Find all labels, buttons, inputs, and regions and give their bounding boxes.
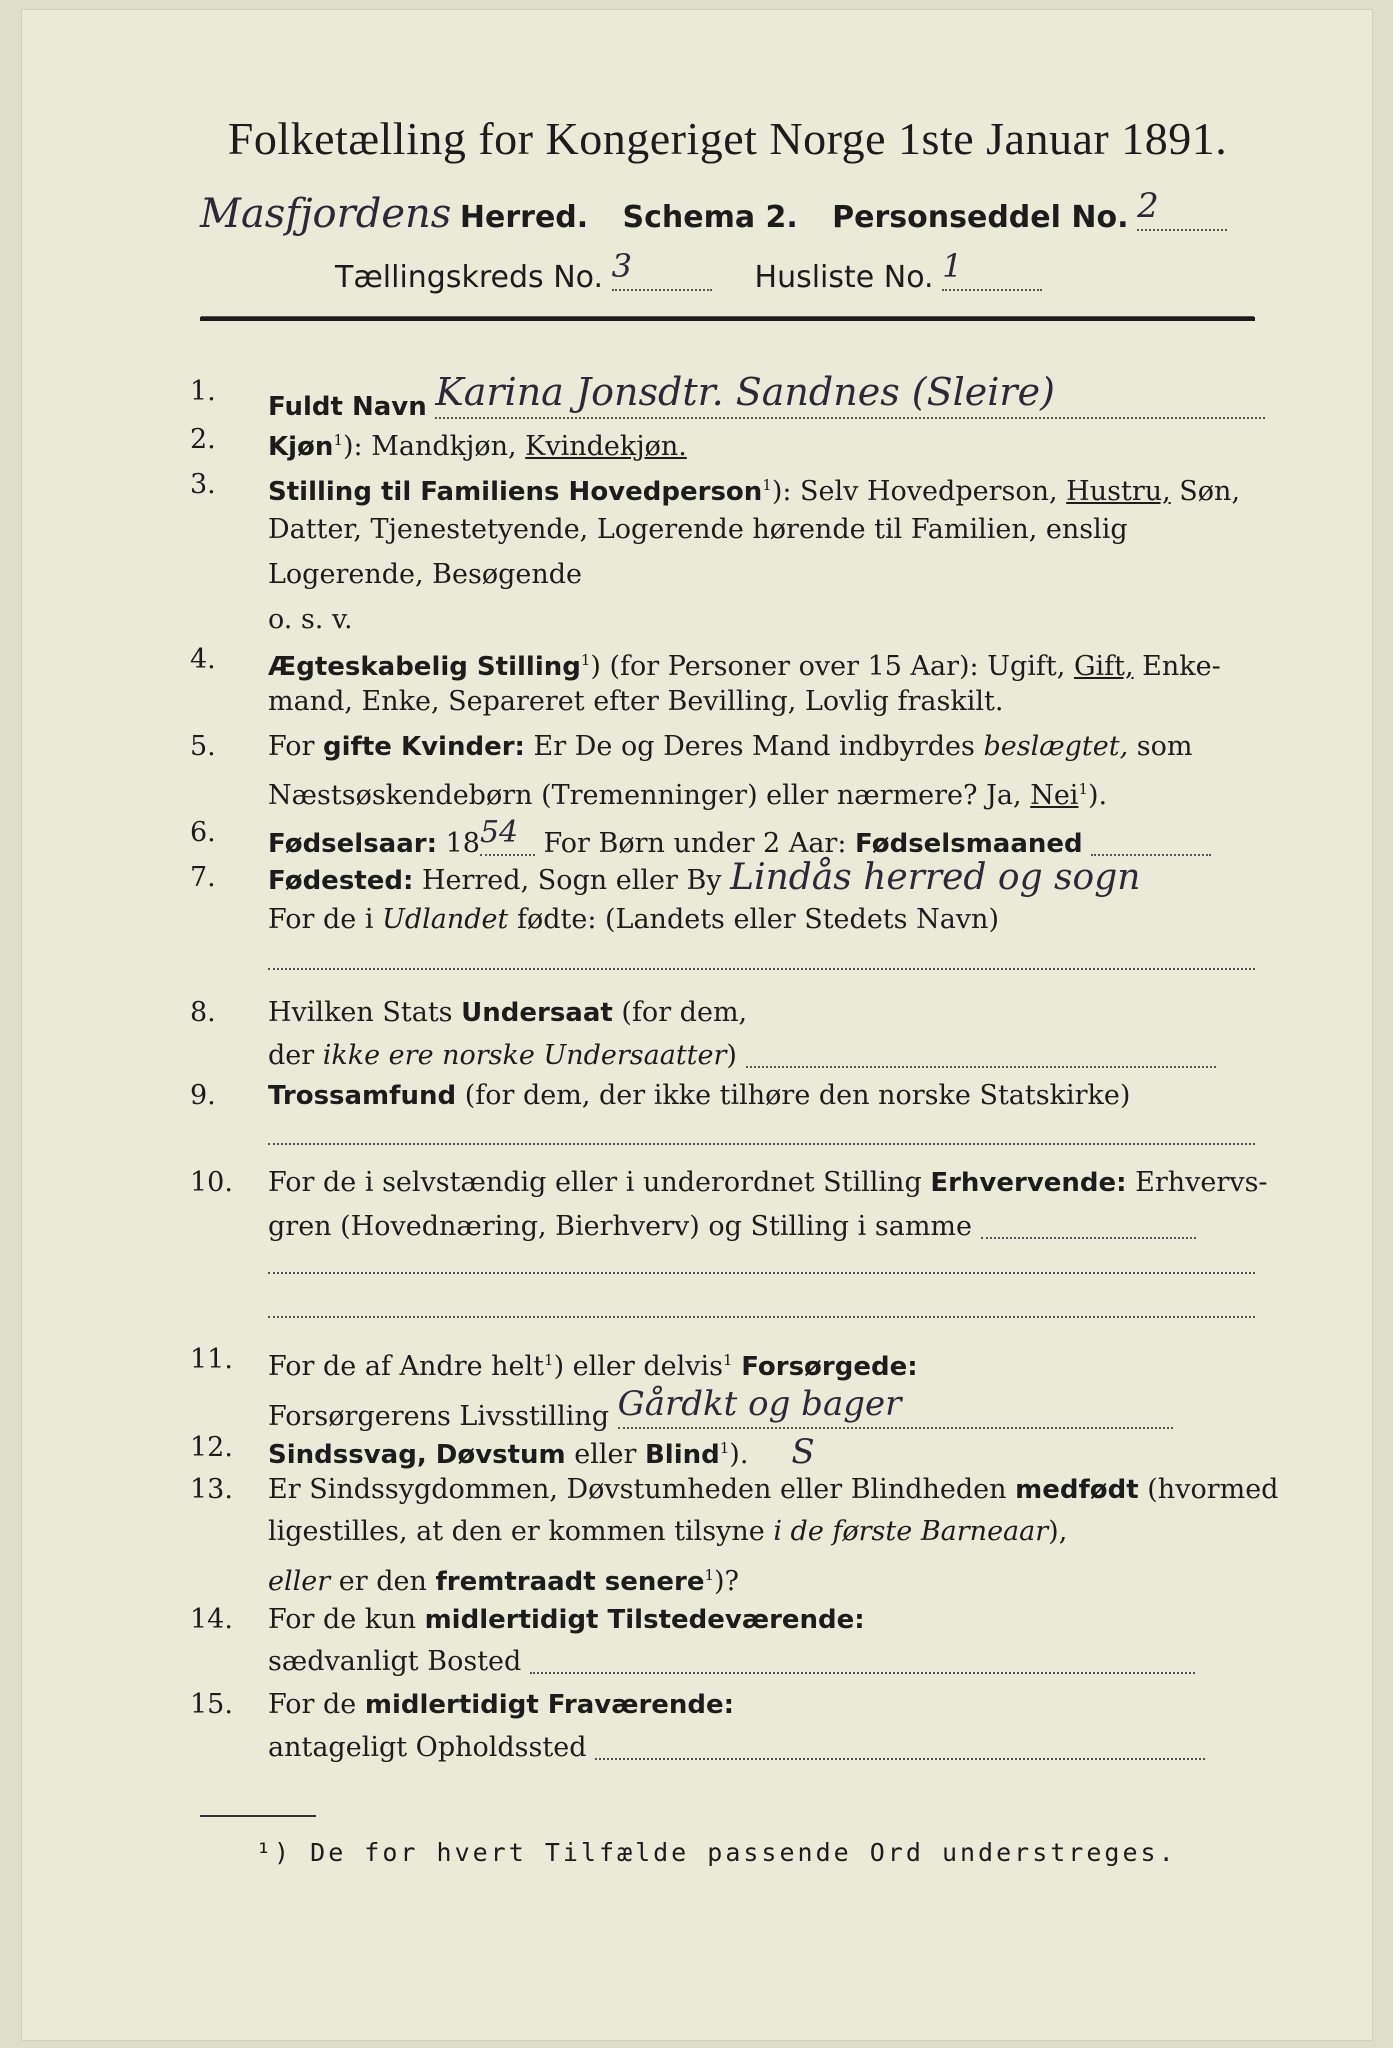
herred-handwritten: Masfjordens <box>200 191 452 237</box>
header-line-kreds <box>335 246 1390 295</box>
item-3-line-4 <box>200 600 1255 640</box>
gifte-line-2: Næstsøskendebørn (Tremenninger) eller nærmere? Ja, <box>268 780 1022 811</box>
item-2 <box>190 420 1255 462</box>
sindssvag-end: ). <box>729 1439 749 1470</box>
footnote-ref: 1 <box>544 1351 554 1369</box>
sindssvag-text: eller <box>574 1439 637 1470</box>
undersaat-end: ) <box>726 1040 737 1071</box>
medfodt-line-3-italic: eller <box>268 1566 331 1597</box>
medfodt-line-3-end: )? <box>714 1566 740 1597</box>
medfodt-label: medfødt <box>1015 1475 1139 1505</box>
gifte-prefix: For <box>268 731 315 762</box>
footnote-ref: 1 <box>333 431 343 449</box>
item-3-line-3 <box>200 555 1255 595</box>
item-3 <box>190 465 1255 507</box>
herred-label: Herred. <box>459 200 589 235</box>
item-number: 4. <box>190 644 216 675</box>
taellingskreds-value: 3 <box>611 247 632 285</box>
footnote-ref: 1 <box>719 1439 730 1457</box>
medfodt-line-2-end: ), <box>1048 1516 1068 1547</box>
footnote-rule <box>200 1815 316 1817</box>
fodselsaar-prefix: 18 <box>445 828 480 859</box>
erhverv-text-end: Erhvervs- <box>1135 1167 1268 1198</box>
item-14 <box>190 1600 1255 1640</box>
item-7 <box>190 857 1255 898</box>
footnote-ref: 1 <box>704 1566 715 1584</box>
item-number: 7. <box>190 862 216 893</box>
item-number: 14. <box>190 1604 233 1635</box>
fravaerende-label: midlertidigt Fraværende: <box>364 1690 735 1720</box>
stilling-line-2: Datter, Tjenestetyende, Logerende hørende til Familien, enslig <box>268 514 1128 545</box>
schema-label: Schema 2. <box>622 200 798 235</box>
item-10-line-2 <box>200 1207 1255 1247</box>
erhverv-label: Erhvervende: <box>930 1168 1127 1198</box>
item-number: 12. <box>190 1432 233 1463</box>
item-11 <box>190 1340 1255 1382</box>
stilling-text-end: Søn, <box>1179 476 1241 507</box>
stilling-line-4: o. s. v. <box>268 604 353 635</box>
item-5 <box>190 727 1255 767</box>
sindssvag-value: S <box>791 1432 815 1472</box>
item-14-line-2 <box>200 1642 1255 1682</box>
personseddel-value: 2 <box>1137 186 1159 226</box>
udland-field <box>268 968 1255 970</box>
stilling-label: Stilling til Familiens Hovedperson <box>268 477 763 507</box>
item-6 <box>190 813 1255 859</box>
fodested-label: Fødested: <box>268 866 414 896</box>
item-number: 11. <box>190 1344 233 1375</box>
item-number: 8. <box>190 997 216 1028</box>
medfodt-text-end: (hvormed <box>1147 1474 1279 1505</box>
opholdssted-field <box>595 1758 1205 1760</box>
erhverv-line-2: gren (Hovednæring, Bierhverv) og Stilling i samme <box>268 1211 973 1242</box>
trossamfund-field <box>268 1143 1255 1145</box>
item-4-line-2 <box>200 682 1255 722</box>
undersaat-field <box>746 1066 1216 1068</box>
medfodt-italic: i de første Barneaar <box>773 1516 1049 1547</box>
erhverv-field-3 <box>268 1316 1255 1318</box>
item-9 <box>190 1076 1255 1116</box>
item-number: 10. <box>190 1167 233 1198</box>
forsorget-text: For de af Andre helt <box>268 1351 545 1382</box>
footnote: ¹) De for hvert Tilfælde passende Ord understreges. <box>256 1838 1177 1867</box>
fodested-value: Lindås herred og sogn <box>730 857 1141 898</box>
item-number: 13. <box>190 1474 233 1505</box>
kjon-selected: Kvindekjøn. <box>525 431 687 462</box>
item-number: 9. <box>190 1080 216 1111</box>
gifte-italic: beslægtet, <box>983 731 1129 762</box>
fodselsaar-value: 54 <box>479 815 519 850</box>
aegteskab-selected: Gift, <box>1073 651 1134 682</box>
forsorget-label: Forsørgede: <box>741 1352 918 1382</box>
fodselsaar-label: Fødselsaar: <box>268 829 437 859</box>
blind-label: Blind <box>644 1440 720 1470</box>
footnote-ref: 1 <box>580 651 591 669</box>
undersaat-prefix: Hvilken Stats <box>268 997 453 1028</box>
husliste-label: Husliste No. <box>754 260 934 295</box>
sindssvag-label: Sindssvag, Døvstum <box>268 1440 566 1470</box>
undersaat-label: Undersaat <box>461 998 613 1028</box>
item-8-line-2 <box>200 1036 1255 1076</box>
bosted-field <box>530 1672 1195 1674</box>
tilstede-label: midlertidigt Tilstedeværende: <box>424 1605 865 1635</box>
forsorger-value: Gårdkt og bager <box>617 1384 902 1424</box>
personseddel-label: Personseddel No. <box>832 200 1129 235</box>
header-rule <box>200 317 1255 321</box>
gifte-end: ). <box>1088 780 1108 811</box>
udland-prefix: For de i <box>268 904 374 935</box>
item-10 <box>190 1163 1268 1203</box>
stilling-text: ): Selv Hovedperson, <box>771 476 1058 507</box>
gifte-text: Er De og Deres Mand indbyrdes <box>533 731 975 762</box>
fodested-text: Herred, Sogn eller By <box>421 865 722 896</box>
form-title: Folketælling for Kongeriget Norge 1ste Januar 1891. <box>227 113 1228 164</box>
gifte-selected: Nei <box>1030 780 1079 811</box>
item-number: 1. <box>190 376 216 407</box>
footnote-ref: 1 <box>762 476 772 494</box>
fuldt-navn-label: Fuldt Navn <box>268 392 427 422</box>
undersaat-line-2-prefix: der <box>268 1040 315 1071</box>
udland-text: fødte: (Landets eller Stedets Navn) <box>516 904 999 935</box>
taellingskreds-label: Tællingskreds No. <box>335 260 603 295</box>
item-number: 2. <box>190 424 216 455</box>
fodselsmaaned-label: Fødselsmaaned <box>855 829 1083 859</box>
forsorget-text-b: ) eller delvis <box>553 1351 724 1382</box>
item-11-line-2 <box>200 1384 1255 1432</box>
erhverv-field-2 <box>268 1272 1255 1274</box>
stilling-line-3: Logerende, Besøgende <box>268 559 582 590</box>
item-13-line-3 <box>200 1555 1255 1595</box>
item-13 <box>190 1470 1279 1510</box>
fuldt-navn-value: Karina Jonsdtr. Sandnes (Sleire) <box>435 370 1055 414</box>
item-13-line-2 <box>200 1512 1255 1552</box>
header-line-herred <box>200 186 1255 237</box>
item-15-line-2 <box>200 1728 1255 1768</box>
kjon-options: ): Mandkjøn, <box>342 431 517 462</box>
item-number: 5. <box>190 731 216 762</box>
trossamfund-text: (for dem, der ikke tilhøre den norske Statskirke) <box>464 1080 1131 1111</box>
fravaerende-text: For de <box>268 1689 357 1720</box>
fodselsaar-text: For Børn under 2 Aar: <box>543 828 847 859</box>
item-4 <box>190 640 1255 682</box>
medfodt-text: Er Sindssygdommen, Døvstumheden eller Blindheden <box>268 1474 1007 1505</box>
aegteskab-text: ) (for Personer over 15 Aar): Ugift, <box>590 651 1066 682</box>
aegteskab-label: Ægteskabelig Stilling <box>268 652 581 682</box>
fodselsmaaned-field <box>1091 854 1211 856</box>
udland-italic: Udlandet <box>382 904 509 935</box>
stilling-selected: Hustru, <box>1066 476 1171 507</box>
aegteskab-text-end: Enke- <box>1142 651 1221 682</box>
bosted-label: sædvanligt Bosted <box>268 1646 522 1677</box>
item-3-line-2 <box>200 510 1255 550</box>
undersaat-text: (for dem, <box>621 997 748 1028</box>
item-12 <box>190 1428 1255 1472</box>
trossamfund-label: Trossamfund <box>268 1081 457 1111</box>
item-8 <box>190 993 1255 1033</box>
undersaat-italic: ikke ere norske Undersaatter <box>322 1040 727 1071</box>
gifte-label: gifte Kvinder: <box>323 732 525 762</box>
medfodt-line-2: ligestilles, at den er kommen tilsyne <box>268 1516 765 1547</box>
aegteskab-line-2: mand, Enke, Separeret efter Bevilling, Lovlig fraskilt. <box>268 686 1004 717</box>
census-form-page <box>22 10 1372 2040</box>
item-7-line-2 <box>200 900 1255 940</box>
erhverv-text: For de i selvstændig eller i underordnet Stilling <box>268 1167 922 1198</box>
medfodt-line-3: er den <box>338 1566 427 1597</box>
erhverv-field <box>981 1237 1196 1239</box>
item-1 <box>190 370 1255 422</box>
fremtraadt-label: fremtraadt senere <box>435 1567 705 1597</box>
item-number: 15. <box>190 1689 233 1720</box>
opholdssted-label: antageligt Opholdssted <box>268 1732 587 1763</box>
footnote-ref: 1 <box>1078 780 1088 798</box>
gifte-text-end: som <box>1136 731 1193 762</box>
husliste-value: 1 <box>942 247 963 285</box>
footnote-ref: 1 <box>723 1351 733 1369</box>
item-15 <box>190 1685 1255 1725</box>
item-number: 3. <box>190 469 216 500</box>
item-number: 6. <box>190 817 216 848</box>
forsorger-label: Forsørgerens Livsstilling <box>268 1401 610 1432</box>
kjon-label: Kjøn <box>268 432 334 462</box>
tilstede-text: For de kun <box>268 1604 416 1635</box>
item-5-line-2 <box>200 769 1255 809</box>
